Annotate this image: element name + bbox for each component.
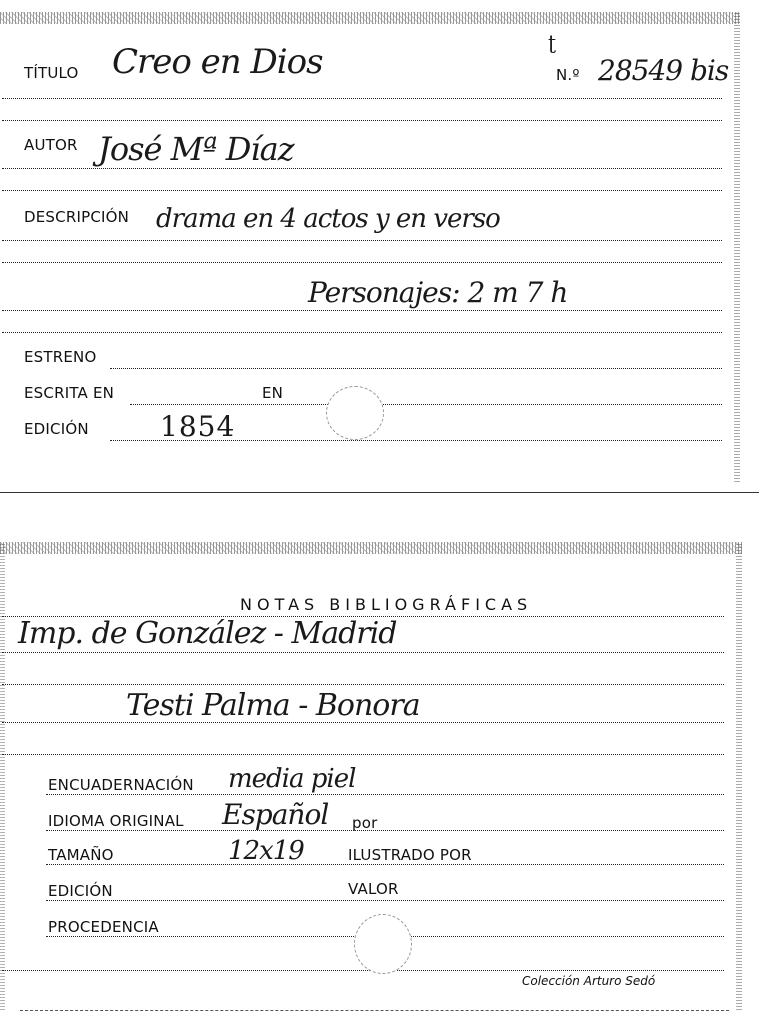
encuadernacion-label: ENCUADERNACIÓN: [48, 776, 194, 794]
rule-line: [46, 900, 724, 901]
collection-credit: Colección Arturo Sedó: [522, 974, 656, 988]
estreno-label: ESTRENO: [24, 348, 97, 366]
nota-imprenta: Imp. de González - Madrid: [18, 616, 397, 651]
titulo-value: Creo en Dios: [112, 42, 323, 82]
encuadernacion-value: media piel: [228, 764, 356, 794]
punch-hole: [354, 914, 412, 974]
rule-line: [2, 332, 722, 333]
card-divider: [0, 492, 759, 493]
rule-line: [2, 190, 722, 191]
card-right-edge: [736, 542, 742, 1010]
edicion-label: EDICIÓN: [24, 420, 89, 438]
notas-bibliograficas-title: NOTAS BIBLIOGRÁFICAS: [240, 595, 533, 614]
bottom-edge-line: [20, 1010, 729, 1011]
descripcion-value: drama en 4 actos y en verso: [156, 204, 500, 234]
rule-line: [2, 240, 722, 241]
mark-annotation: ʈ: [548, 30, 556, 54]
escrita-label: ESCRITA EN: [24, 384, 115, 402]
idioma-value: Español: [222, 798, 329, 831]
titulo-label: TÍTULO: [24, 64, 79, 82]
rule-line: [46, 794, 724, 795]
catalog-card-back: [0, 542, 742, 1010]
autor-value: José Mª Díaz: [98, 130, 294, 168]
punch-hole: [326, 386, 384, 440]
rule-line: [2, 168, 722, 169]
en-label: EN: [262, 384, 284, 402]
nota-testi: Testi Palma - Bonora: [126, 688, 420, 723]
autor-label: AUTOR: [24, 136, 78, 154]
card-right-edge: [734, 12, 740, 482]
por-label: por: [352, 814, 378, 832]
tamano-label: TAMAÑO: [48, 846, 114, 864]
ilustrado-label: ILUSTRADO POR: [348, 846, 472, 864]
rule-line: [130, 404, 722, 405]
personajes-value: Personajes: 2 m 7 h: [308, 276, 568, 309]
rule-line: [46, 830, 724, 831]
idioma-label: IDIOMA ORIGINAL: [48, 812, 184, 830]
numero-label: N.º: [556, 66, 580, 84]
edicion-value: 1854: [160, 410, 236, 443]
card-torn-edge: [0, 12, 740, 24]
rule-line: [110, 368, 722, 369]
rule-line: [2, 310, 722, 311]
edicion-label-back: EDICIÓN: [48, 882, 113, 900]
descripcion-label: DESCRIPCIÓN: [24, 208, 130, 226]
rule-line: [110, 440, 722, 441]
rule-line: [46, 864, 724, 865]
valor-label: VALOR: [348, 880, 399, 898]
rule-line: [2, 722, 724, 723]
rule-line: [2, 262, 722, 263]
tamano-value: 12x19: [228, 836, 304, 866]
card-left-edge: [0, 542, 5, 1010]
rule-line: [2, 754, 724, 755]
card-torn-edge: [0, 542, 742, 554]
rule-line: [2, 98, 722, 99]
catalog-card-front: [0, 12, 740, 482]
procedencia-label: PROCEDENCIA: [48, 918, 159, 936]
rule-line: [2, 684, 724, 685]
rule-line: [2, 652, 724, 653]
rule-line: [2, 120, 722, 121]
rule-line: [2, 970, 724, 971]
numero-value: 28549 bis: [598, 54, 729, 87]
